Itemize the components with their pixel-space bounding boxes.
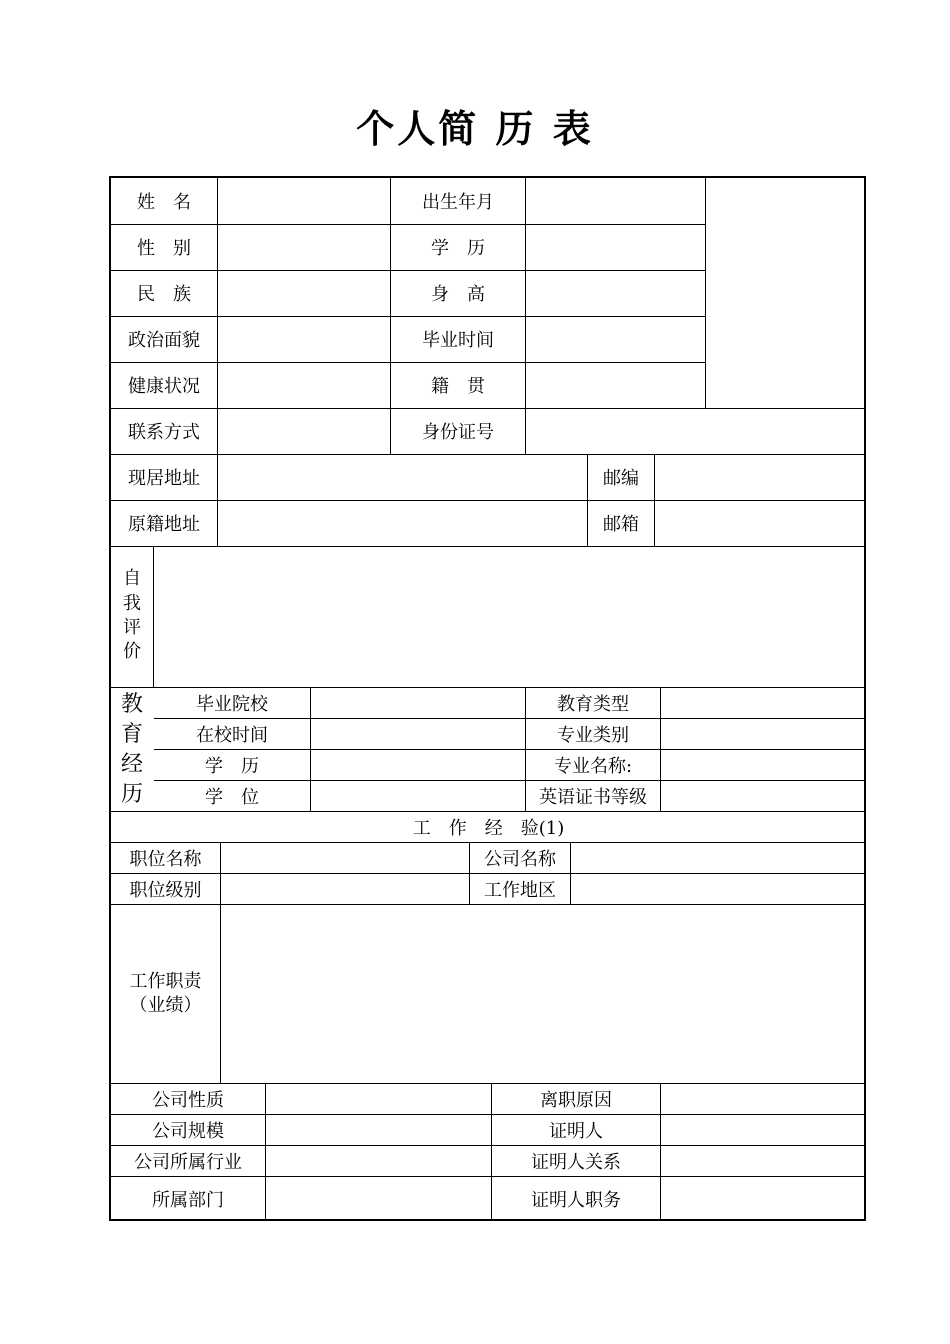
edu-char: 教 [120,692,143,718]
height-field[interactable] [526,270,705,316]
edu-char: 经 [120,752,143,777]
label-leave-reason: 离职原因 [540,1089,612,1111]
birth-field[interactable] [526,178,705,224]
label-level: 职位级别 [129,879,202,901]
label-company-nature: 公司性质 [152,1089,224,1111]
company-field[interactable] [571,842,866,873]
label-email: 邮箱 [603,514,639,535]
school-field[interactable] [311,687,525,718]
label-position: 职位名称 [129,848,202,870]
label-ethnicity: 民 族 [137,284,191,305]
label-referee-relation: 证明人关系 [531,1151,621,1173]
label-height: 身 高 [431,284,485,305]
photo-area[interactable] [706,178,866,408]
position-field[interactable] [221,842,469,873]
address-field[interactable] [218,454,587,500]
native-field[interactable] [526,362,705,408]
major-name-field[interactable] [661,749,866,780]
label-major-type: 专业类别 [557,724,629,746]
referee-title-field[interactable] [661,1176,866,1221]
referee-field[interactable] [661,1114,866,1145]
political-field[interactable] [218,316,390,362]
label-degree: 学 位 [205,786,259,808]
contact-field[interactable] [218,408,390,454]
label-id-number: 身份证号 [422,422,494,443]
label-english: 英语证书等级 [539,786,647,808]
duties-subtitle: （业绩） [129,994,202,1016]
health-field[interactable] [218,362,390,408]
work-section-header: 工 作 经 验(1) [412,817,565,839]
company-scale-field[interactable] [266,1114,491,1145]
duties-title: 工作职责 [129,971,202,993]
label-address: 现居地址 [128,468,200,489]
label-native: 籍 贯 [431,376,485,397]
self-eval-char: 自 [123,568,141,590]
label-degree-level: 学 历 [205,755,259,777]
english-field[interactable] [661,780,866,811]
label-gender: 性 别 [137,238,191,259]
edu-char: 历 [120,781,143,807]
label-origin-address: 原籍地址 [128,514,200,535]
label-school: 毕业院校 [196,693,268,715]
label-company: 公司名称 [484,848,556,870]
degree-level-field[interactable] [311,749,525,780]
self-eval-char: 我 [123,592,141,614]
label-referee: 证明人 [549,1120,603,1142]
self-eval-label [111,566,153,666]
label-industry: 公司所属行业 [134,1151,242,1173]
leave-reason-field[interactable] [661,1083,866,1114]
label-referee-title: 证明人职务 [531,1189,621,1211]
company-nature-field[interactable] [266,1083,491,1114]
duties-field[interactable] [221,905,866,1083]
department-field[interactable] [266,1176,491,1221]
label-health: 健康状况 [128,376,200,397]
edu-label [111,691,153,809]
self-eval-char: 评 [123,617,141,638]
degree-field[interactable] [311,780,525,811]
label-political: 政治面貌 [128,330,200,351]
referee-relation-field[interactable] [661,1145,866,1176]
label-birth: 出生年月 [422,192,494,213]
resume-form [109,176,866,1221]
label-edu-type: 教育类型 [557,693,629,715]
self-eval-char: 价 [123,641,141,663]
name-field[interactable] [218,178,390,224]
label-name: 姓 名 [137,192,191,213]
label-grad-time: 毕业时间 [422,330,494,351]
self-eval-field[interactable] [154,547,866,687]
grad-time-field[interactable] [526,316,705,362]
edu-char: 育 [120,722,143,748]
gender-field[interactable] [218,224,390,270]
level-field[interactable] [221,873,469,904]
page-title: 个人简 历 表 [356,107,594,151]
region-field[interactable] [571,873,866,904]
label-contact: 联系方式 [128,422,200,443]
label-major-name: 专业名称: [553,755,633,777]
label-period: 在校时间 [196,724,268,746]
major-type-field[interactable] [661,718,866,749]
edu-type-field[interactable] [661,687,866,718]
id-number-field[interactable] [526,408,866,454]
duties-label [111,904,220,1083]
label-postcode: 邮编 [603,468,639,489]
label-region: 工作地区 [484,879,556,901]
label-company-scale: 公司规模 [152,1120,224,1142]
period-field[interactable] [311,718,525,749]
label-department: 所属部门 [152,1189,224,1211]
label-education: 学 历 [431,238,485,259]
industry-field[interactable] [266,1145,491,1176]
origin-address-field[interactable] [218,500,587,546]
ethnicity-field[interactable] [218,270,390,316]
postcode-field[interactable] [655,454,866,500]
education-field[interactable] [526,224,705,270]
email-field[interactable] [655,500,866,546]
